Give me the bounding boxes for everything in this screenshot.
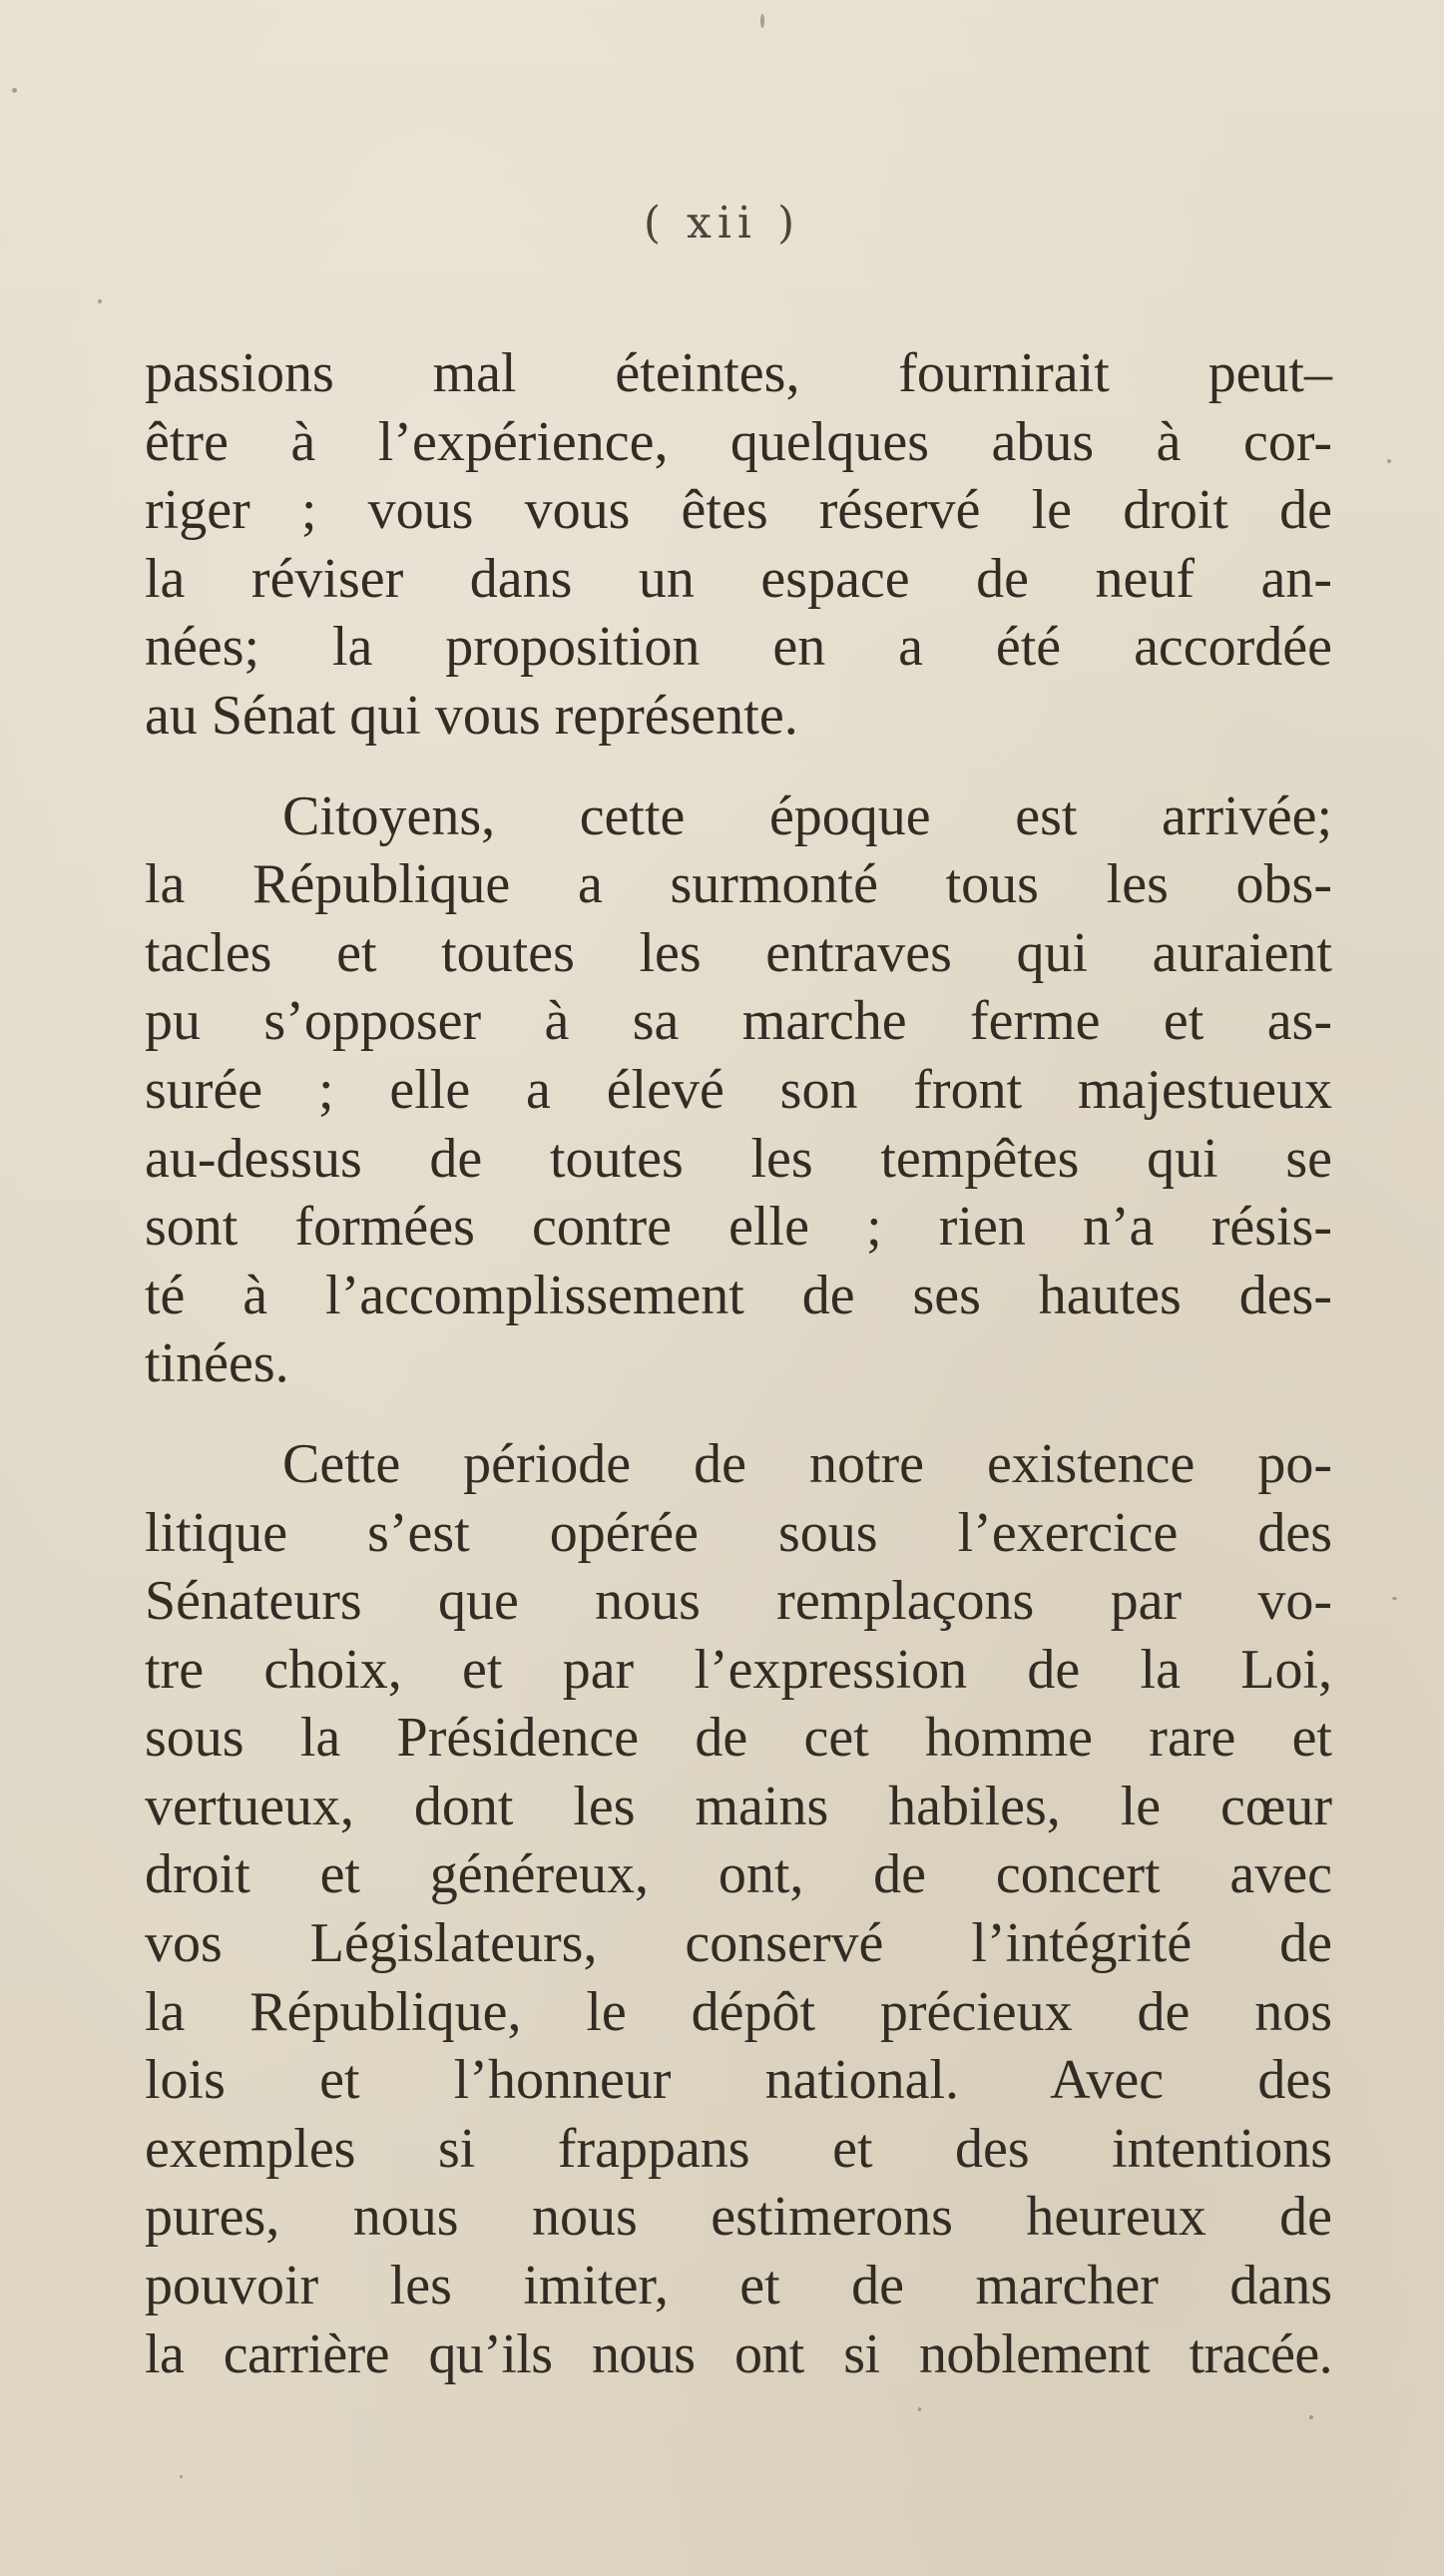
text-line: té à l’accomplissement de ses hautes des- xyxy=(145,1264,1332,1326)
text-line: la République, le dépôt précieux de nos xyxy=(145,1980,1332,2043)
text-line: sous la Présidence de cet homme rare et xyxy=(145,1707,1332,1770)
paper-speck xyxy=(12,88,17,93)
text-line: lois et l’honneur national. Avec des xyxy=(145,2049,1332,2112)
text-line: riger ; vous vous êtes réservé le droit de xyxy=(145,479,1332,542)
text-line: exemples si frappans et des intentions xyxy=(145,2117,1332,2180)
text-line: pu s’opposer à sa marche ferme et as- xyxy=(145,990,1332,1053)
text-line: surée ; elle a élevé son front majestueux xyxy=(145,1058,1332,1121)
text-line: pures, nous nous estimerons heureux de xyxy=(145,2186,1332,2249)
paper-speck xyxy=(1309,2415,1313,2419)
paragraph-gap xyxy=(145,1398,1332,1430)
text-line: droit et généreux, ont, de concert avec xyxy=(145,1843,1332,1906)
paper-speck xyxy=(760,14,764,28)
text-line: la carrière qu’ils nous ont si noblement tracée. xyxy=(145,2322,1332,2385)
paper-speck xyxy=(1392,1597,1397,1600)
text-line: être à l’expérience, quelques abus à cor- xyxy=(145,410,1332,473)
text-line: Sénateurs que nous remplaçons par vo- xyxy=(145,1570,1332,1633)
text-line: litique s’est opérée sous l’exercice des xyxy=(145,1501,1332,1564)
page-number: ( xii ) xyxy=(643,198,801,249)
text-line: tinées. xyxy=(145,1332,289,1395)
paragraph xyxy=(145,782,1332,1398)
text-line: sont formées contre elle ; rien n’a résis- xyxy=(145,1196,1332,1259)
text-line: au Sénat qui vous représente. xyxy=(145,684,798,747)
paper-speck xyxy=(180,2475,183,2478)
text-line: la République a surmonté tous les obs- xyxy=(145,853,1332,916)
paragraph-gap xyxy=(145,751,1332,782)
paragraph xyxy=(145,339,1332,751)
text-line: au-dessus de toutes les tempêtes qui se xyxy=(145,1127,1332,1190)
text-line: tacles et toutes les entraves qui auraient xyxy=(145,921,1332,984)
text-line: nées; la proposition en a été accordée xyxy=(145,616,1332,679)
paper-speck xyxy=(1387,459,1391,463)
text-line: vertueux, dont les mains habiles, le cœur xyxy=(145,1775,1332,1837)
text-line: la réviser dans un espace de neuf an- xyxy=(145,547,1332,610)
text-line: tre choix, et par l’expression de la Loi, xyxy=(145,1638,1332,1701)
text-line: Citoyens, cette époque est arrivée; xyxy=(282,784,1332,847)
paper-speck xyxy=(98,299,102,303)
paragraph xyxy=(145,1430,1332,2388)
text-line: vos Législateurs, conservé l’intégrité de xyxy=(145,1912,1332,1975)
paper-speck xyxy=(918,2407,921,2411)
text-line: Cette période de notre existence po- xyxy=(282,1432,1332,1495)
body-text xyxy=(145,339,1332,2388)
text-line: passions mal éteintes, fournirait peut– xyxy=(145,342,1332,404)
text-line: pouvoir les imiter, et de marcher dans xyxy=(145,2255,1332,2318)
